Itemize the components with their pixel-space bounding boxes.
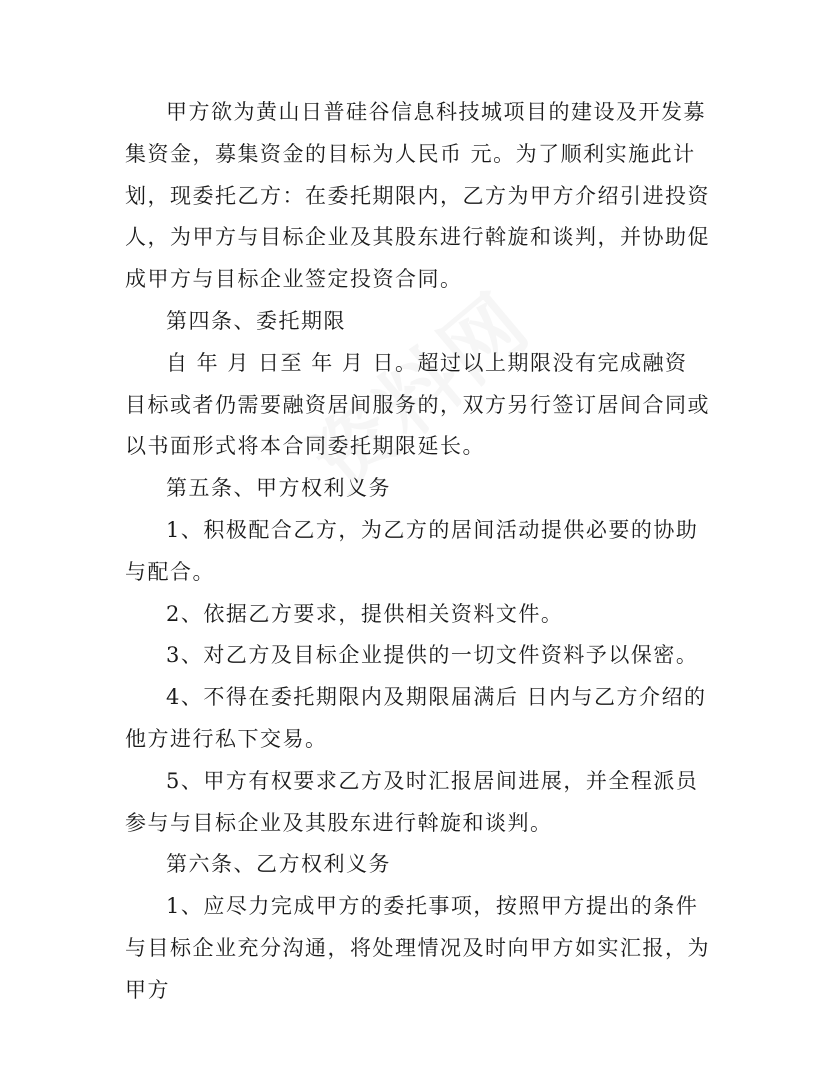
article-4-heading: 第四条、委托期限 [166, 308, 346, 333]
paragraph-fundraising-purpose: 甲方欲为黄山日普硅谷信息科技城项目的建设及开发募集资金，募集资金的目标为人民币 元。为了顺利实施此计划，现委托乙方：在委托期限内，乙方为甲方介绍引进投资人，为甲方与目标企业及其股东进行斡旋和谈判，并协助促成甲方与目标企业签定投资合同。 [125, 100, 710, 292]
article-6-heading: 第六条、乙方权利义务 [166, 852, 391, 877]
paragraph-commission-period: 自 年 月 日至 年 月 日。超过以上期限没有完成融资目标或者仍需要融资居间服务的，双方另行签订居间合同或以书面形式将本合同委托期限延长。 [125, 350, 710, 459]
party-a-duty-4: 4、不得在委托期限内及期限届满后 日内与乙方介绍的他方进行私下交易。 [125, 685, 707, 751]
party-a-duty-1: 1、积极配合乙方，为乙方的居间活动提供必要的协助与配合。 [125, 517, 699, 584]
party-a-duty-3: 3、对乙方及目标企业提供的一切文件资料予以保密。 [166, 643, 699, 668]
party-b-duty-1: 1、应尽力完成甲方的委托事项，按照甲方提出的条件与目标企业充分沟通，将处理情况及时向甲方如实汇报，为甲方 [125, 894, 710, 1002]
party-a-duty-5: 5、甲方有权要求乙方及时汇报居间进展，并全程派员参与与目标企业及其股东进行斡旋和谈判。 [125, 768, 699, 835]
party-a-duty-2: 2、依据乙方要求，提供相关资料文件。 [166, 601, 564, 626]
document-body [125, 92, 710, 1012]
article-5-heading: 第五条、甲方权利义务 [166, 476, 391, 501]
